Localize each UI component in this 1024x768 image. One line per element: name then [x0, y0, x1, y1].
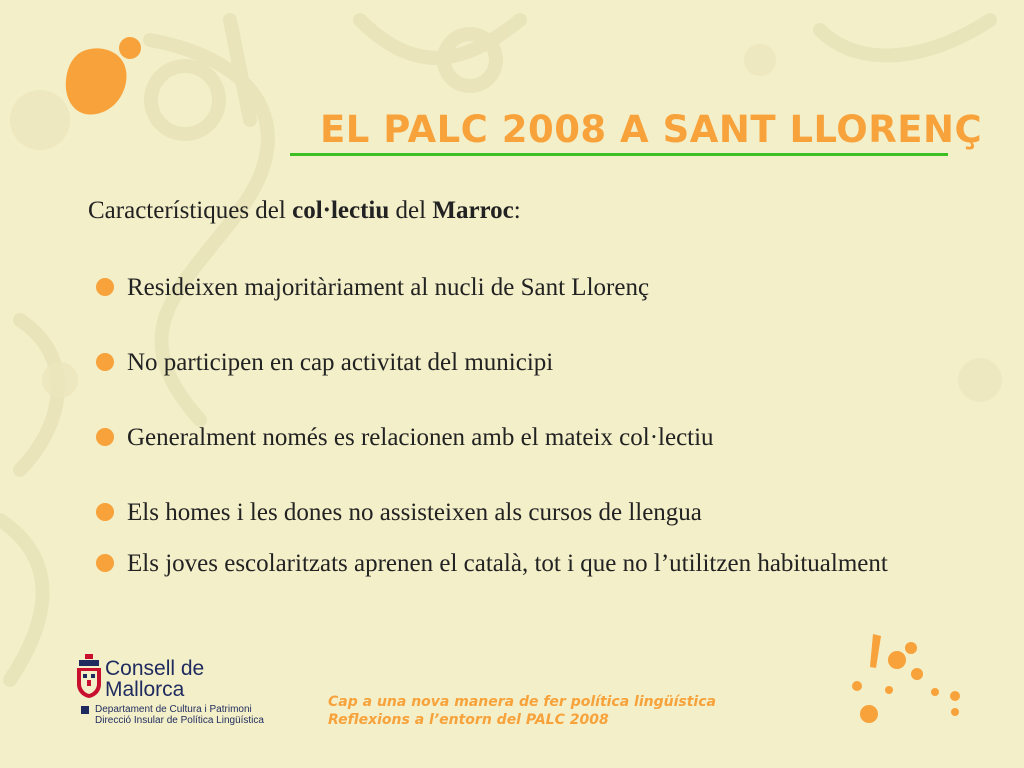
bullet-dot-icon — [96, 278, 114, 296]
bullet-item — [96, 422, 936, 454]
intro-line — [88, 197, 521, 225]
bullet-text: No participen en cap activitat del municipi — [127, 349, 554, 376]
bullet-dot-icon — [96, 554, 114, 572]
bullet-text: Els homes i les dones no assisteixen als cursos de llengua — [127, 499, 702, 526]
bullet-item — [96, 497, 936, 529]
bullet-dot-icon — [96, 353, 114, 371]
consell-logo — [75, 654, 315, 734]
bullet-dot-icon — [96, 428, 114, 446]
consell-shield-icon — [75, 654, 103, 698]
intro-bold-1: col·lectiu — [292, 197, 390, 224]
exclamation-dots-icon — [845, 630, 970, 730]
bullet-item — [96, 548, 936, 580]
bullet-text: Resideixen majoritàriament al nucli de Sant Llorenç — [127, 274, 650, 301]
bullet-text: Els joves escolaritzats aprenen el català, tot i que no l’utilitzen habitualment — [127, 550, 888, 577]
footer-line-1: Cap a una nova manera de fer política lingüística — [328, 694, 716, 710]
slide-title: EL PALC 2008 A SANT LLORENÇ — [320, 108, 983, 151]
footer-line-2: Reflexions a l’entorn del PALC 2008 — [328, 712, 609, 728]
bullet-item — [96, 272, 936, 304]
logo-wordmark — [105, 658, 204, 700]
logo-sub-2: Direcció Insular de Política Lingüística — [95, 715, 264, 726]
bullet-dot-icon — [96, 503, 114, 521]
intro-bold-2: Marroc — [432, 197, 514, 224]
logo-subtitle — [95, 704, 264, 726]
bullet-text: Generalment només es relacionen amb el mateix col·lectiu — [127, 424, 714, 451]
bullet-item — [96, 347, 936, 379]
title-underline — [290, 153, 948, 156]
logo-square — [81, 706, 89, 714]
footer-tagline — [328, 693, 716, 729]
orange-blob-icon — [58, 34, 148, 120]
logo-line-1: Consell de — [105, 657, 205, 680]
intro-text-1: Característiques del — [88, 197, 293, 224]
intro-text-2: del — [389, 197, 433, 224]
logo-sub-1: Departament de Cultura i Patrimoni — [95, 704, 252, 715]
intro-text-3: : — [513, 197, 521, 224]
logo-line-2: Mallorca — [105, 678, 185, 701]
